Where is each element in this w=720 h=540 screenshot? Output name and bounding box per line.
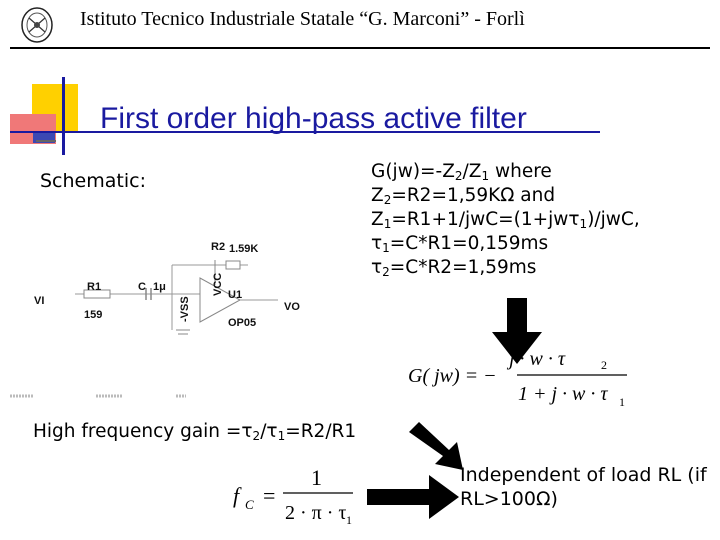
r2-value: 1.59K bbox=[229, 243, 259, 255]
gain-text-c: =R2/R1 bbox=[285, 421, 357, 442]
r1-name: R1 bbox=[87, 281, 102, 293]
right-arrow bbox=[367, 475, 459, 519]
fc-denominator: 2 · π · τ bbox=[285, 502, 347, 524]
high-frequency-gain bbox=[33, 421, 356, 442]
vo-label: VO bbox=[284, 301, 300, 313]
fc-denominator-sub: 1 bbox=[346, 513, 352, 527]
opamp-name: U1 bbox=[228, 289, 243, 301]
formula-text: =C*R1=0,159ms bbox=[389, 233, 549, 254]
g-numerator: j · w · τ bbox=[508, 348, 566, 370]
formula-text: G(jw)=-Z bbox=[371, 161, 455, 182]
schematic-label: Schematic: bbox=[40, 170, 146, 192]
fc-equals: = bbox=[263, 483, 276, 508]
gain-sub-2: 1 bbox=[277, 429, 286, 443]
c-value: 1μ bbox=[153, 281, 166, 293]
r1-value: 159 bbox=[84, 309, 103, 321]
formula-text: =R1+1/jwC=(1+jwτ bbox=[391, 209, 580, 230]
transfer-function-equation bbox=[405, 340, 635, 412]
header-divider bbox=[10, 47, 710, 49]
formula-sub: 2 bbox=[454, 169, 463, 183]
formula-sub: 1 bbox=[579, 217, 588, 231]
formula-text: τ bbox=[371, 257, 383, 278]
formula-sub: 1 bbox=[382, 241, 390, 255]
fc-lhs-sub: C bbox=[245, 497, 254, 512]
school-name: Istituto Tecnico Industriale Statale “G. Marconi” - Forlì bbox=[80, 8, 525, 30]
g-denominator: 1 + j · w · τ bbox=[518, 383, 608, 405]
title-decoration-vertical-line bbox=[62, 77, 65, 155]
fc-lhs: f bbox=[233, 483, 240, 508]
formula-text: τ bbox=[371, 233, 383, 254]
g-lhs: G( jw) = − bbox=[408, 365, 497, 387]
g-numerator-sub: 2 bbox=[601, 358, 607, 372]
formula-line-3 bbox=[371, 208, 640, 232]
formula-text: )/jwC, bbox=[587, 209, 640, 230]
formula-line-4 bbox=[371, 232, 640, 256]
formula-text: Z bbox=[371, 209, 384, 230]
load-independence-note: Independent of load RL (if RL>100Ω) bbox=[460, 464, 707, 510]
fc-numerator: 1 bbox=[311, 465, 322, 490]
vi-label: VI bbox=[34, 295, 45, 307]
gain-sub-1: 2 bbox=[252, 429, 261, 443]
gain-text-b: /τ bbox=[260, 421, 278, 442]
circuit-schematic bbox=[0, 230, 340, 400]
slide-title: First order high-pass active filter bbox=[100, 102, 527, 135]
gain-text-a: High frequency gain =τ bbox=[33, 421, 253, 442]
title-decoration-dash bbox=[36, 140, 56, 142]
formula-text: =C*R2=1,59ms bbox=[389, 257, 537, 278]
formula-sub: 1 bbox=[481, 169, 490, 183]
formula-line-5 bbox=[371, 256, 640, 280]
formula-text: =R2=1,59KΩ and bbox=[391, 185, 556, 206]
vss-label: -VSS bbox=[179, 296, 191, 322]
c-name: C bbox=[138, 281, 146, 293]
vcc-label: VCC bbox=[212, 272, 224, 296]
r2-name: R2 bbox=[211, 241, 226, 253]
transfer-function-definition bbox=[371, 160, 640, 280]
formula-line-1 bbox=[371, 160, 640, 184]
r2-resistor bbox=[226, 261, 240, 269]
formula-sub: 1 bbox=[383, 217, 392, 231]
opamp-model: OP05 bbox=[228, 317, 257, 329]
formula-text: /Z bbox=[462, 161, 482, 182]
formula-sub: 2 bbox=[383, 193, 392, 207]
formula-sub: 2 bbox=[382, 265, 390, 279]
school-logo bbox=[20, 6, 54, 44]
diagonal-arrow bbox=[405, 418, 467, 474]
formula-text: Z bbox=[371, 185, 384, 206]
g-denominator-sub: 1 bbox=[619, 395, 625, 409]
formula-line-2 bbox=[371, 184, 640, 208]
cutoff-frequency-equation bbox=[225, 458, 360, 528]
formula-text: where bbox=[489, 161, 552, 182]
